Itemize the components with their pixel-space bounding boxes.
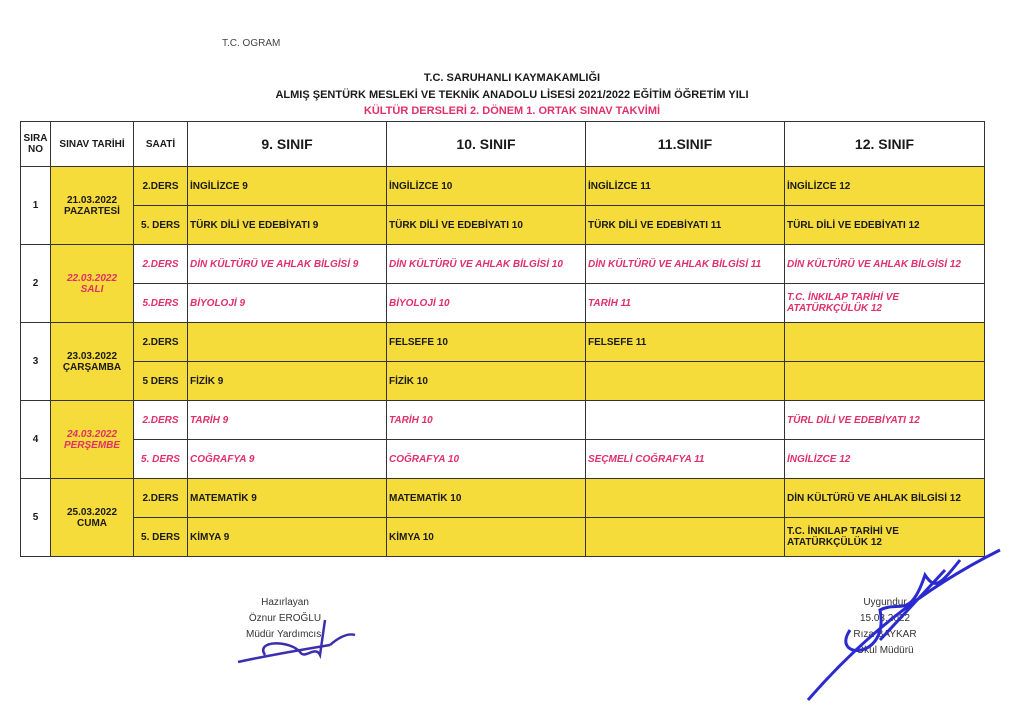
exam-subject-cell: KİMYA 10 (387, 518, 586, 557)
row-number: 2 (21, 245, 51, 323)
exam-subject-cell: DİN KÜLTÜRÜ VE AHLAK BİLGİSİ 12 (785, 479, 985, 518)
col-header: SAATİ (134, 122, 188, 167)
exam-subject-cell: DİN KÜLTÜRÜ VE AHLAK BİLGİSİ 12 (785, 245, 985, 284)
exam-day: CUMA (77, 517, 107, 529)
col-header: 11.SINIF (586, 122, 785, 167)
row-number: 1 (21, 167, 51, 245)
sig-title: Müdür Yardımcısı (246, 629, 324, 640)
exam-day: PERŞEMBE (63, 439, 121, 451)
exam-subject-cell: COĞRAFYA 10 (387, 440, 586, 479)
signature-right (808, 550, 1000, 700)
exam-subject-cell: TÜRL DİLİ VE EDEBİYATI 12 (785, 401, 985, 440)
exam-date: 23.03.2022 (66, 350, 118, 362)
exam-day: SALI (80, 283, 104, 295)
col-header: 9. SINIF (188, 122, 387, 167)
sig-name: Öznur EROĞLU (248, 613, 322, 624)
exam-subject-cell: TARİH 11 (586, 284, 785, 323)
exam-subject-cell: FİZİK 9 (188, 362, 387, 401)
col-header: SIRA NO (21, 122, 51, 167)
exam-subject-cell: DİN KÜLTÜRÜ VE AHLAK BİLGİSİ 9 (188, 245, 387, 284)
lesson-period: 2.DERS (134, 167, 188, 206)
exam-subject-cell: İNGİLİZCE 10 (387, 167, 586, 206)
row-number: 4 (21, 401, 51, 479)
sig-date: 15.03.2022 (859, 613, 911, 624)
sig-role: Hazırlayan (261, 597, 309, 608)
exam-subject-cell: MATEMATİK 9 (188, 479, 387, 518)
exam-subject-cell: COĞRAFYA 9 (188, 440, 387, 479)
exam-subject-cell: T.C. İNKILAP TARİHİ VE ATATÜRKÇÜLÜK 12 (785, 284, 985, 323)
exam-subject-cell: İNGİLİZCE 12 (785, 167, 985, 206)
row-number: 3 (21, 323, 51, 401)
col-header: 12. SINIF (785, 122, 985, 167)
exam-subject-cell: FELSEFE 10 (387, 323, 586, 362)
col-header: 10. SINIF (387, 122, 586, 167)
row-number: 5 (21, 479, 51, 557)
lesson-period: 5.DERS (134, 284, 188, 323)
exam-date: 21.03.2022 (66, 194, 118, 206)
header-line1: T.C. SARUHANLI KAYMAKAMLIĞI (423, 72, 601, 84)
exam-subject-cell: İNGİLİZCE 9 (188, 167, 387, 206)
exam-subject-cell: İNGİLİZCE 12 (785, 440, 985, 479)
exam-subject-cell: DİN KÜLTÜRÜ VE AHLAK BİLGİSİ 11 (586, 245, 785, 284)
lesson-period: 5. DERS (134, 518, 188, 557)
exam-day: PAZARTESİ (64, 205, 120, 217)
exam-subject-cell: T.C. İNKILAP TARİHİ VE ATATÜRKÇÜLÜK 12 (785, 518, 985, 557)
lesson-period: 2.DERS (134, 401, 188, 440)
col-header: SINAV TARİHİ (51, 122, 134, 167)
lesson-period: 5 DERS (134, 362, 188, 401)
exam-subject-cell: TARİH 10 (387, 401, 586, 440)
exam-subject-cell: KİMYA 9 (188, 518, 387, 557)
stamp-text: T.C. OGRAM (222, 38, 281, 49)
exam-subject-cell: TÜRK DİLİ VE EDEBİYATI 11 (586, 206, 785, 245)
exam-day: ÇARŞAMBA (62, 361, 122, 373)
signature-left (238, 620, 355, 662)
lesson-period: 2.DERS (134, 323, 188, 362)
exam-subject-cell: İNGİLİZCE 11 (586, 167, 785, 206)
header-line3: KÜLTÜR DERSLERİ 2. DÖNEM 1. ORTAK SINAV TAKVİMİ (363, 105, 661, 117)
exam-subject-cell: MATEMATİK 10 (387, 479, 586, 518)
exam-subject-cell: TÜRK DİLİ VE EDEBİYATI 9 (188, 206, 387, 245)
sig-title: Okul Müdürü (856, 645, 914, 656)
exam-date: 24.03.2022 (66, 428, 118, 440)
sig-role: Uygundur (863, 597, 907, 608)
lesson-period: 2.DERS (134, 479, 188, 518)
exam-subject-cell: TÜRK DİLİ VE EDEBİYATI 10 (387, 206, 586, 245)
sig-name: Rıza BAYKAR (853, 629, 917, 640)
lesson-period: 2.DERS (134, 245, 188, 284)
exam-subject-cell: FİZİK 10 (387, 362, 586, 401)
exam-subject-cell: FELSEFE 11 (586, 323, 785, 362)
lesson-period: 5. DERS (134, 206, 188, 245)
exam-subject-cell: BİYOLOJİ 9 (188, 284, 387, 323)
exam-date: 25.03.2022 (66, 506, 118, 518)
lesson-period: 5. DERS (134, 440, 188, 479)
header-line2: ALMIŞ ŞENTÜRK MESLEKİ VE TEKNİK ANADOLU LİSESİ 2021/2022 EĞİTİM ÖĞRETİM YILI (275, 89, 749, 101)
exam-date: 22.03.2022 (66, 272, 118, 284)
exam-subject-cell: DİN KÜLTÜRÜ VE AHLAK BİLGİSİ 10 (387, 245, 586, 284)
exam-subject-cell: SEÇMELİ COĞRAFYA 11 (586, 440, 785, 479)
exam-subject-cell: TARİH 9 (188, 401, 387, 440)
exam-subject-cell: TÜRL DİLİ VE EDEBİYATI 12 (785, 206, 985, 245)
exam-subject-cell: BİYOLOJİ 10 (387, 284, 586, 323)
